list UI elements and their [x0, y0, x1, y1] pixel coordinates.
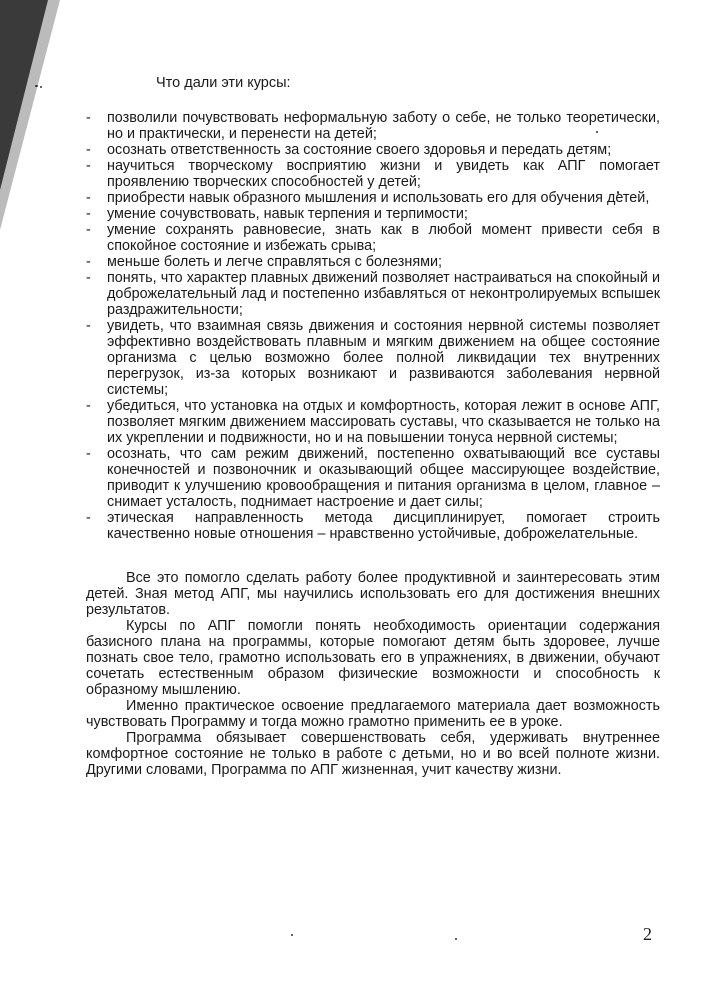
list-item [86, 318, 660, 398]
bullet-dash: - [86, 446, 91, 462]
list-item-text: научиться творческому восприятию жизни и увидеть как АПГ помогает проявлению творческих способностей у детей; [107, 158, 660, 190]
bullet-dash: - [86, 222, 91, 238]
bullet-dash: - [86, 270, 91, 286]
benefits-list [86, 110, 660, 542]
list-item [86, 110, 660, 142]
list-item-text: позволили почувствовать неформальную заботу о себе, не только теоретически, но и практически, и перенести на детей; [107, 110, 660, 142]
list-item [86, 254, 660, 270]
list-item [86, 270, 660, 318]
list-item-text: осознать, что сам режим движений, постепенно охватывающий все суставы конечностей и позвоночник и оказывающий общее массирующее воздействие, приводит к улучшению кровообращения и питания организма в целом, главное – снимает усталость, поднимает настроение и дает силы; [107, 446, 660, 510]
bullet-dash: - [86, 190, 91, 206]
list-item [86, 158, 660, 190]
scan-speck [291, 934, 293, 936]
paragraph: Программа обязывает совершенствовать себя, удерживать внутреннее комфортное состояние не только в работе с детьми, но и во всей полноте жизни. Другими словами, Программа по АПГ жизненная, учит качеству жизни. [86, 730, 660, 778]
list-item [86, 142, 660, 158]
list-item [86, 510, 660, 542]
page-number: 2 [643, 924, 652, 944]
paragraph: Именно практическое освоение предлагаемого материала дает возможность чувствовать Программу и тогда можно грамотно применить ее в уроке. [86, 698, 660, 730]
bullet-dash: - [86, 398, 91, 414]
bullet-dash: - [86, 158, 91, 174]
scan-corner-fold [0, 0, 48, 190]
list-item-text: убедиться, что установка на отдых и комфортность, которая лежит в основе АПГ, позволяет мягким движением массировать суставы, что сказывается не только на их укреплении и подвижности, но и на повышении тонуса нервной системы; [107, 398, 660, 446]
list-item-text: меньше болеть и легче справляться с болезнями; [107, 254, 443, 270]
list-item-text: умение сочувствовать, навык терпения и терпимости; [107, 206, 468, 222]
scan-speck [455, 938, 457, 940]
list-item [86, 222, 660, 254]
list-heading: Что дали эти курсы: [156, 75, 291, 91]
body-text [86, 570, 660, 778]
bullet-dash: - [86, 110, 91, 126]
bullet-dash: - [86, 254, 91, 270]
list-item [86, 190, 660, 206]
list-item-text: увидеть, что взаимная связь движения и состояния нервной системы позволяет эффективно воздействовать плавным и мягким движением на общее состояние организма с целью возможно более полной ликвидации тех внутренних перегрузок, из-за которых возникают и развиваются заболевания нервной системы; [107, 318, 660, 398]
list-item [86, 446, 660, 510]
paragraph: Все это помогло сделать работу более продуктивной и заинтересовать этим детей. Зная метод АПГ, мы научились использовать его для достижения внешних результатов. [86, 570, 660, 618]
list-item-text: этическая направленность метода дисциплинирует, помогает строить качественно новые отношения – нравственно устойчивые, доброжелательные. [107, 510, 660, 542]
list-item [86, 206, 660, 222]
paragraph: Курсы по АПГ помогли понять необходимость ориентации содержания базисного плана на программы, которые помогают детям быть здоровее, лучше познать свое тело, грамотно использовать его в упражнениях, в движении, обучают сочетать естественным образом физические возможности и способность к образному мышлению. [86, 618, 660, 698]
bullet-dash: - [86, 142, 91, 158]
bullet-dash: - [86, 510, 91, 526]
list-item [86, 398, 660, 446]
scan-speck [40, 86, 42, 88]
scan-speck [35, 85, 38, 87]
list-item-text: умение сохранять равновесие, знать как в любой момент привести себя в спокойное состояние и избежать срыва; [107, 222, 660, 254]
bullet-dash: - [86, 318, 91, 334]
bullet-dash: - [86, 206, 91, 222]
list-item-text: приобрести навык образного мышления и использовать его для обучения детей, [107, 190, 650, 206]
list-item-text: осознать ответственность за состояние своего здоровья и передать детям; [107, 142, 612, 158]
list-item-text: понять, что характер плавных движений позволяет настраиваться на спокойный и доброжелательный лад и постепенно избавляться от неконтролируемых вспышек раздражительности; [107, 270, 660, 318]
